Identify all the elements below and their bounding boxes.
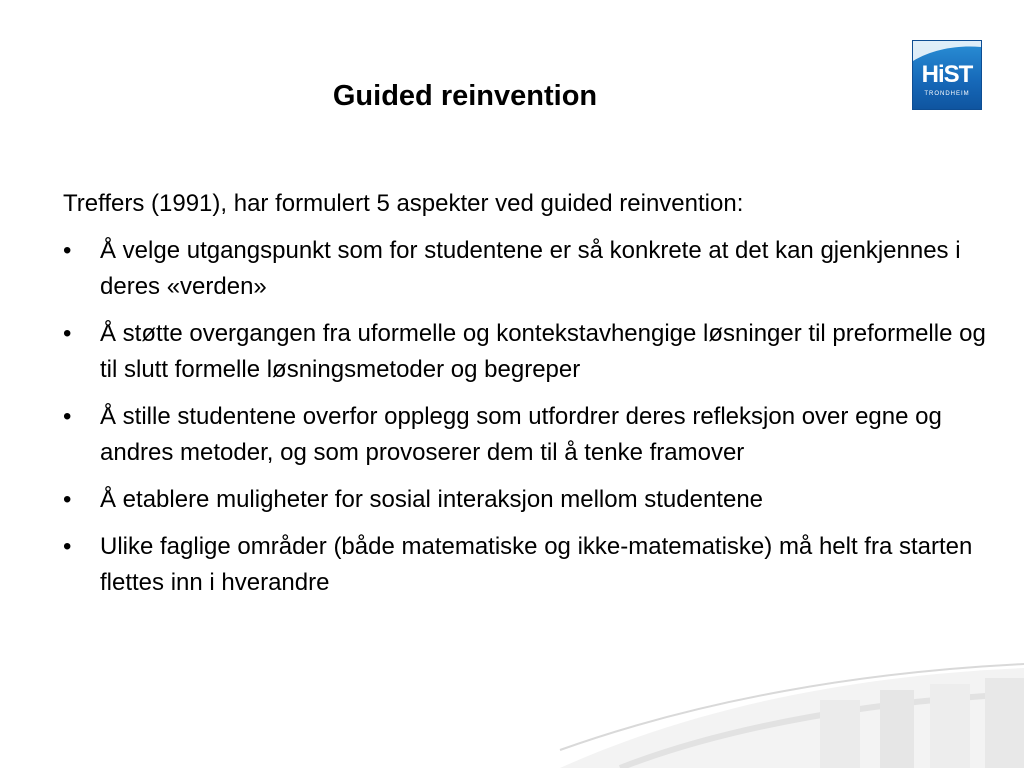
bullet-text: Å velge utgangspunkt som for studentene er så konkrete at det kan gjenkjennes i deres «verden» <box>100 237 961 300</box>
bullet-icon: • <box>63 320 72 347</box>
list-item <box>63 529 993 601</box>
list-item <box>63 316 993 388</box>
institution-logo <box>912 40 982 110</box>
list-item <box>63 482 993 518</box>
list-item <box>63 233 993 305</box>
logo-subtext: TRONDHEIM <box>924 91 970 97</box>
slide-body <box>63 186 993 601</box>
bullet-text: Å etablere muligheter for sosial interaksjon mellom studentene <box>100 486 764 513</box>
bullet-text: Å støtte overgangen fra uformelle og kontekstavhengige løsninger til preformelle og til slutt formelle løsningsmetoder og begreper <box>100 320 986 383</box>
bullet-text: Ulike faglige områder (både matematiske og ikke-matematiske) må helt fra starten flettes inn i hverandre <box>100 533 973 596</box>
bullet-icon: • <box>63 403 72 430</box>
list-item <box>63 399 993 471</box>
bullet-text: Å stille studentene overfor opplegg som utfordrer deres refleksjon over egne og andres metoder, og som provoserer dem til å tenke framover <box>100 403 942 466</box>
slide-title: Guided reinvention <box>332 80 598 112</box>
logo-text: HiST <box>921 61 973 88</box>
intro-text: Treffers (1991), har formulert 5 aspekter ved guided reinvention: <box>63 190 744 217</box>
bullet-list <box>63 233 993 601</box>
bullet-icon: • <box>63 486 72 513</box>
bullet-icon: • <box>63 533 72 560</box>
bullet-icon: • <box>63 237 72 264</box>
